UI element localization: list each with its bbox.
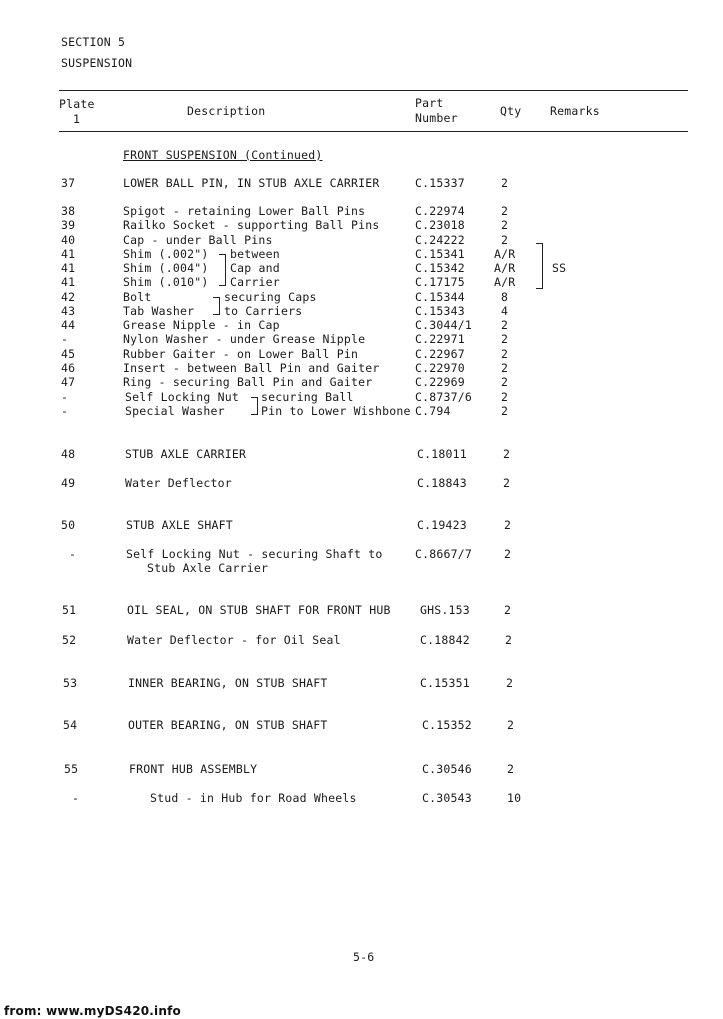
quantity: 8 — [501, 290, 509, 304]
part-number: C.15351 — [420, 676, 470, 690]
part-description: Shim (.010") — [123, 275, 209, 289]
plate-number: 47 — [61, 375, 76, 389]
bracket-remarks — [536, 243, 543, 289]
part-description: Grease Nipple - in Cap — [123, 318, 280, 332]
quantity: 2 — [501, 233, 509, 247]
part-description-note: between — [230, 247, 280, 261]
col-qty-header: Qty — [500, 104, 522, 118]
part-description: Self Locking Nut — [125, 390, 239, 404]
quantity: A/R — [494, 247, 516, 261]
quantity: 2 — [504, 518, 512, 532]
part-number: C.15341 — [415, 247, 465, 261]
part-description: Insert - between Ball Pin and Gaiter — [123, 361, 380, 375]
part-number: C.22967 — [415, 347, 465, 361]
remark-ss: SS — [552, 261, 567, 275]
section-label: SECTION 5 — [61, 35, 126, 49]
part-number: C.30546 — [422, 762, 472, 776]
plate-number: 40 — [61, 233, 76, 247]
quantity: 2 — [501, 404, 509, 418]
plate-number: 42 — [61, 290, 76, 304]
part-description-note: securing Caps — [224, 290, 317, 304]
part-description-note: securing Ball — [261, 390, 354, 404]
quantity: 2 — [501, 176, 509, 190]
section-title: SUSPENSION — [61, 56, 133, 70]
part-description: Spigot - retaining Lower Ball Pins — [123, 204, 366, 218]
plate-number: 43 — [61, 304, 76, 318]
plate-number: 39 — [61, 218, 76, 232]
part-description: Tab Washer — [123, 304, 195, 318]
subheading: FRONT SUSPENSION (Continued) — [123, 148, 323, 162]
bracket-bolt-washer — [213, 297, 220, 315]
part-description: INNER BEARING, ON STUB SHAFT — [128, 676, 328, 690]
quantity: A/R — [494, 275, 516, 289]
bracket-nut-washer — [251, 397, 258, 415]
part-description: Shim (.004") — [123, 261, 209, 275]
part-description: Nylon Washer - under Grease Nipple — [123, 332, 366, 346]
plate-number: 45 — [61, 347, 76, 361]
part-description: Self Locking Nut - securing Shaft to — [126, 547, 383, 561]
part-number: C.18842 — [420, 633, 470, 647]
plate-number: 55 — [64, 762, 79, 776]
quantity: 2 — [505, 633, 513, 647]
plate-number: 37 — [61, 176, 76, 190]
part-description-note: to Carriers — [224, 304, 303, 318]
part-description: Shim (.002") — [123, 247, 209, 261]
part-description-note: Stub Axle Carrier — [147, 561, 269, 575]
part-number: C.15337 — [415, 176, 465, 190]
part-number: C.22974 — [415, 204, 465, 218]
col-description-header: Description — [187, 104, 266, 118]
part-description-note: Cap and — [230, 261, 280, 275]
part-description: LOWER BALL PIN, IN STUB AXLE CARRIER — [123, 176, 380, 190]
plate-number: 46 — [61, 361, 76, 375]
part-description-note: Carrier — [230, 275, 280, 289]
plate-number: - — [61, 332, 69, 346]
quantity: 2 — [501, 318, 509, 332]
part-number: C.22969 — [415, 375, 465, 389]
col-plate-header: Plate — [59, 97, 95, 111]
plate-number: 44 — [61, 318, 76, 332]
part-description: Rubber Gaiter - on Lower Ball Pin — [123, 347, 359, 361]
plate-number: - — [61, 404, 69, 418]
plate-number: 49 — [61, 476, 76, 490]
plate-number: 54 — [63, 718, 78, 732]
part-number: C.794 — [415, 404, 451, 418]
part-description: Water Deflector — [125, 476, 232, 490]
plate-number: 48 — [61, 447, 76, 461]
page-number: 5-6 — [353, 950, 375, 964]
quantity: 2 — [501, 390, 509, 404]
quantity: 2 — [503, 476, 511, 490]
part-description: OIL SEAL, ON STUB SHAFT FOR FRONT HUB — [127, 603, 391, 617]
part-description: Bolt — [123, 290, 152, 304]
part-number: C.24222 — [415, 233, 465, 247]
quantity: 2 — [501, 375, 509, 389]
part-description: Water Deflector - for Oil Seal — [127, 633, 341, 647]
part-number: C.15342 — [415, 261, 465, 275]
quantity: A/R — [494, 261, 516, 275]
part-number: C.3044/1 — [415, 318, 472, 332]
header-bottom-rule — [59, 131, 688, 132]
plate-number: - — [61, 390, 69, 404]
plate-number: 50 — [61, 518, 76, 532]
plate-number: - — [69, 547, 77, 561]
plate-number: 41 — [61, 261, 76, 275]
source-footer: from: www.myDS420.info — [4, 1004, 181, 1018]
quantity: 4 — [501, 304, 509, 318]
part-description: Stud - in Hub for Road Wheels — [150, 791, 357, 805]
part-number: C.15344 — [415, 290, 465, 304]
plate-number: 41 — [61, 247, 76, 261]
part-number: C.15352 — [422, 718, 472, 732]
plate-number: - — [72, 791, 80, 805]
part-description: Special Washer — [125, 404, 225, 418]
part-number: C.19423 — [417, 518, 467, 532]
part-number: C.23018 — [415, 218, 465, 232]
part-number: C.22971 — [415, 332, 465, 346]
plate-number: 51 — [62, 603, 77, 617]
col-part-header-2: Number — [415, 111, 458, 125]
quantity: 2 — [501, 332, 509, 346]
col-remarks-header: Remarks — [550, 104, 600, 118]
quantity: 2 — [501, 218, 509, 232]
plate-number: 38 — [61, 204, 76, 218]
bracket-shims — [219, 254, 226, 286]
quantity: 2 — [507, 762, 515, 776]
part-description: Ring - securing Ball Pin and Gaiter — [123, 375, 373, 389]
quantity: 2 — [504, 547, 512, 561]
part-number: C.18843 — [417, 476, 467, 490]
quantity: 2 — [507, 718, 515, 732]
part-description: Railko Socket - supporting Ball Pins — [123, 218, 380, 232]
part-description: STUB AXLE SHAFT — [126, 518, 233, 532]
part-number: C.8737/6 — [415, 390, 472, 404]
part-number: C.15343 — [415, 304, 465, 318]
col-part-header: Part — [415, 96, 444, 110]
part-description: FRONT HUB ASSEMBLY — [129, 762, 258, 776]
part-description: STUB AXLE CARRIER — [125, 447, 247, 461]
part-number: C.30543 — [422, 791, 472, 805]
quantity: 10 — [507, 791, 522, 805]
quantity: 2 — [501, 361, 509, 375]
quantity: 2 — [501, 204, 509, 218]
quantity: 2 — [504, 603, 512, 617]
plate-number: 52 — [62, 633, 77, 647]
quantity: 2 — [501, 347, 509, 361]
part-number: C.18011 — [417, 447, 467, 461]
part-description: Cap - under Ball Pins — [123, 233, 273, 247]
plate-number: 41 — [61, 275, 76, 289]
part-description: OUTER BEARING, ON STUB SHAFT — [128, 718, 328, 732]
col-plate-number: 1 — [73, 112, 81, 126]
part-number: GHS.153 — [420, 603, 470, 617]
quantity: 2 — [506, 676, 514, 690]
quantity: 2 — [503, 447, 511, 461]
part-number: C.17175 — [415, 275, 465, 289]
header-top-rule — [59, 90, 688, 91]
plate-number: 53 — [63, 676, 78, 690]
part-number: C.22970 — [415, 361, 465, 375]
part-number: C.8667/7 — [415, 547, 472, 561]
part-description-note: Pin to Lower Wishbone — [261, 404, 411, 418]
